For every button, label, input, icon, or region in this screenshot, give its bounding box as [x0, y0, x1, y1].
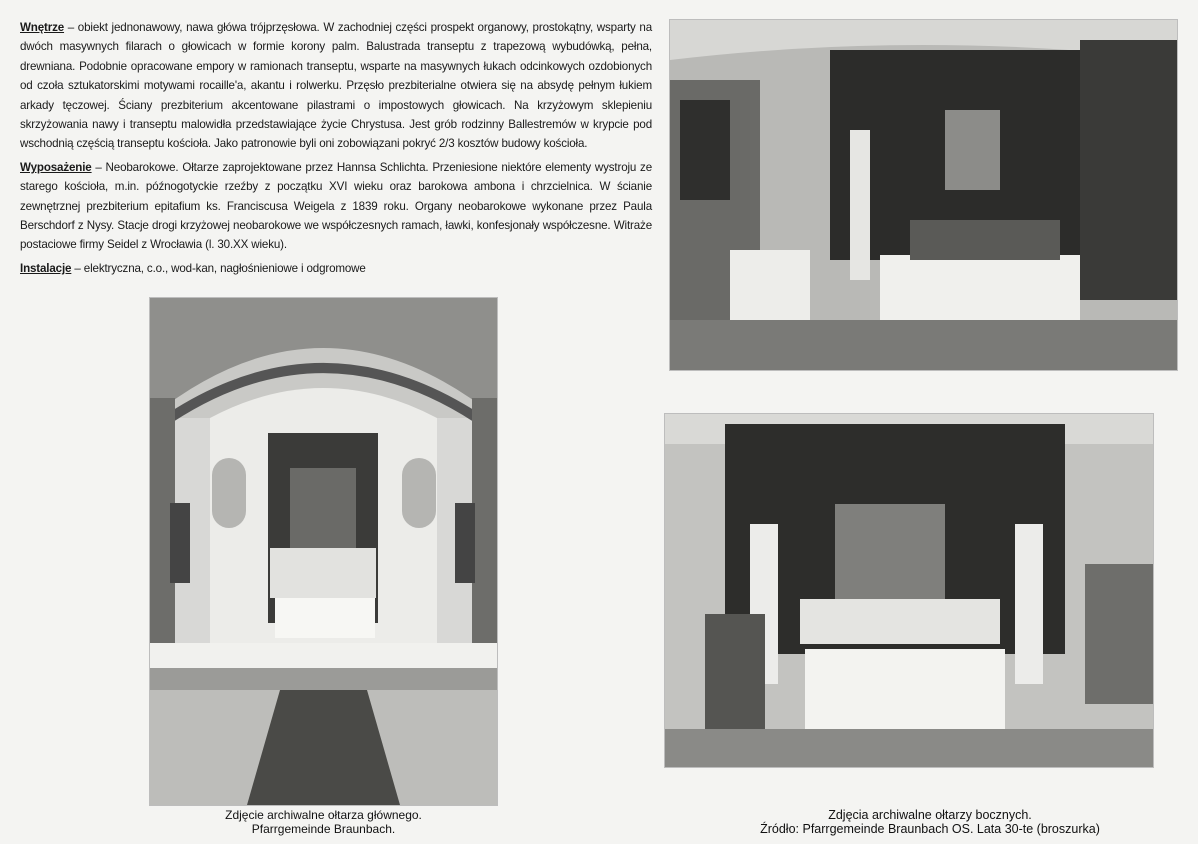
- furnishings-paragraph: [20, 158, 652, 255]
- main-altar-photo: [150, 298, 497, 805]
- interior-heading: Wnętrze: [20, 21, 65, 34]
- main-altar-caption-line1: Zdjęcie archiwalne ołtarza głównego.: [225, 808, 422, 822]
- installations-paragraph: [20, 259, 652, 278]
- main-altar-caption-line2: Pfarrgemeinde Braunbach.: [251, 822, 396, 836]
- side-altar-photo-bottom: [665, 414, 1153, 767]
- furnishings-heading: Wyposażenie: [20, 160, 92, 174]
- installations-heading: Instalacje: [20, 261, 72, 275]
- side-altars-caption-line2: Źródło: Pfarrgemeinde Braunbach OS. Lata 30-te (broszurka): [760, 822, 1100, 836]
- installations-text: – elektryczna, c.o., wod-kan, nagłośnieniowe i odgromowe: [71, 261, 366, 275]
- side-altar-photo-top: [670, 20, 1177, 370]
- side-altars-caption-line1: Zdjęcia archiwalne ołtarzy bocznych.: [828, 808, 1032, 822]
- furnishings-text: – Neobarokowe. Ołtarze zaprojektowane przez Hannsa Schlichta. Przeniesione niektóre elementy wystroju ze starego kościoła, m.in. późnogotyckie rzeźby z początku XVI wieku oraz barokowa ambona i chrzcielnica. W ścianie zewnętrznej prezbiterium epitafium ks. Franciscusa Weigela z 1839 roku. Organy neobarokowe wykonane przez Paula Berschdorf z Nysy. Stacje drogi krzyżowej neobarokowe we współczesnych ramach, ławki, konfesjonały współczesne. Witraże postaciowe firmy Seidel z Wrocławia (l. 30.XX wieku).: [20, 160, 652, 252]
- interior-text: – obiekt jednonawowy, nawa główa trójprzęsłowa. W zachodniej części prospekt organowy, prostokątny, wsparty na dwóch masywnych filarach o głowicach w formie korony palm. Balustrada transeptu z trapezową wybudówką, pełna, drewniana. Podobnie opracowane empory w ramionach transeptu, wsparte na masywnych łukach odcinkowych ozdobionych od czoła sztukatorskimi motywami rocaille'a, akantu i rolwerku. Przęsło prezbiterialne otwiera się na absydę pełnym łukiem arkady tęczowej. Ściany prezbiterium akcentowane pilastrami o impostowych głowicach. Na krzyżowym sklepieniu skrzyżowania nawy i transeptu malowidła przedstawiające życie Chrystusa. Jest grób rodzinny Ballestremów w krypcie pod wschodnią częścią transeptu kościoła. Jako patronowie byli oni zobowiązani pokryć 2/3 kosztów budowy kościoła.: [20, 21, 652, 151]
- side-altars-caption: [700, 808, 1160, 836]
- description-text: [20, 18, 652, 282]
- interior-paragraph: [20, 18, 652, 154]
- main-altar-caption: [150, 808, 497, 836]
